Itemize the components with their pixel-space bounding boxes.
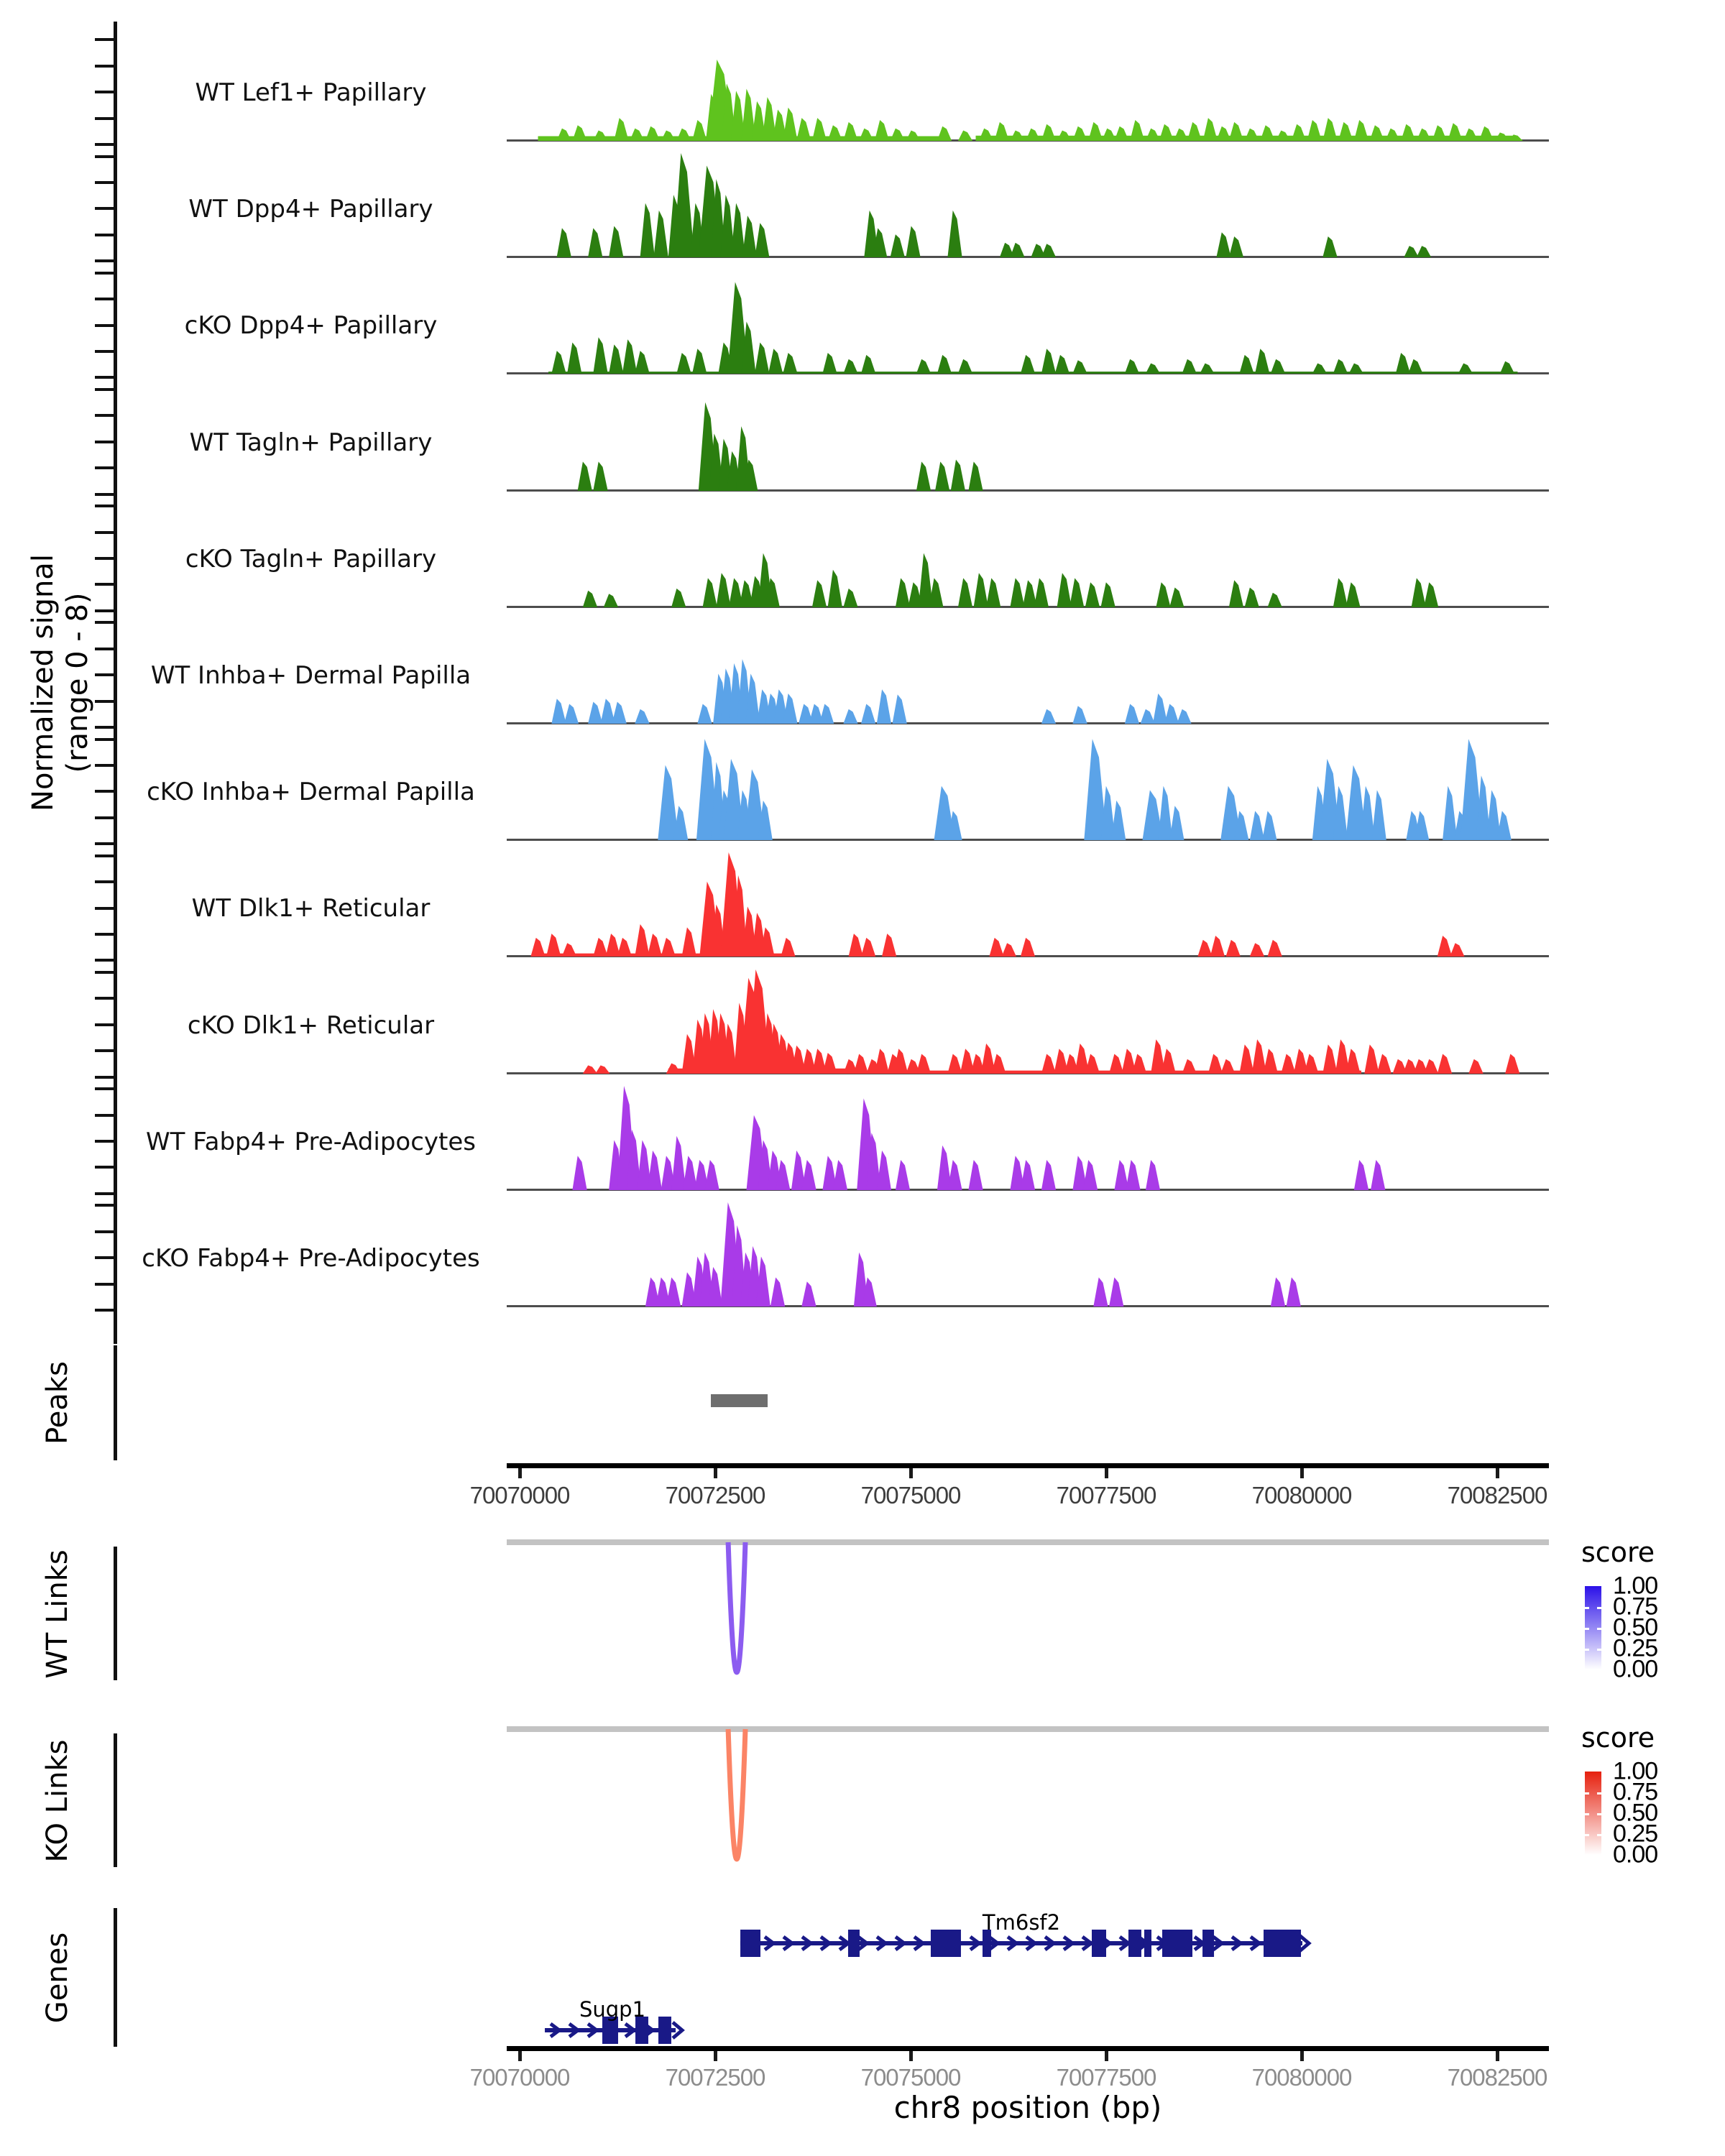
axis-tick-label: 70072500 <box>665 1482 765 1508</box>
axis-tick-label: 70072500 <box>665 2064 765 2091</box>
track-label-7: cKO Inhba+ Dermal Papilla <box>147 778 475 806</box>
axis-tick-label: 70070000 <box>469 2064 570 2091</box>
wt-links-axis-line <box>114 1547 117 1680</box>
peaks-axis-line <box>114 1345 117 1460</box>
track-label-1: WT Lef1+ Papillary <box>195 78 427 107</box>
coverage-track-wt-lef1 <box>507 34 1549 142</box>
ko-links-section-label: KO Links <box>41 1739 74 1863</box>
coverage-track-cko-inhba <box>507 734 1549 842</box>
coverage-track-wt-dpp4 <box>507 151 1549 259</box>
coverage-track-wt-dlk1 <box>507 850 1549 958</box>
axis-tick-label: 70077500 <box>1056 1482 1156 1508</box>
ko-score-legend-title: score <box>1581 1722 1655 1754</box>
gene-label-tm6sf2: Tm6sf2 <box>982 1910 1061 1935</box>
track-label-2: WT Dpp4+ Papillary <box>188 195 433 224</box>
genes-section-label: Genes <box>41 1932 74 2024</box>
wt-score-gradient-bar <box>1585 1586 1601 1669</box>
x-axis-title: chr8 position (bp) <box>893 2090 1162 2125</box>
axis-tick-label: 70075000 <box>860 2064 961 2091</box>
ko-legend-tick-050: 0.50 <box>1613 1799 1658 1827</box>
axis-tick-label: 70082500 <box>1447 1482 1547 1508</box>
wt-score-legend <box>1581 1537 1725 1683</box>
peaks-genome-axis-bar <box>507 1463 1549 1468</box>
wt-link-arc <box>507 1541 1549 1681</box>
ko-legend-tick-000: 0.00 <box>1613 1841 1658 1869</box>
ko-links-axis-line <box>114 1733 117 1867</box>
coverage-track-wt-tagln <box>507 384 1549 492</box>
y-axis-label-line1: Normalized signal <box>27 554 60 811</box>
track-label-8: WT Dlk1+ Reticular <box>191 894 431 923</box>
genes-axis-line <box>114 1908 117 2047</box>
ko-link-arc <box>507 1728 1549 1868</box>
axis-tick-label: 70075000 <box>860 1482 961 1508</box>
y-axis-label <box>26 554 95 811</box>
track-label-9: cKO Dlk1+ Reticular <box>187 1011 435 1040</box>
wt-score-legend-title: score <box>1581 1537 1655 1568</box>
ko-score-legend <box>1581 1722 1725 1869</box>
coverage-track-cko-dlk1 <box>507 967 1549 1075</box>
track-label-6: WT Inhba+ Dermal Papilla <box>150 661 472 690</box>
coverage-track-cko-fabp4 <box>507 1200 1549 1308</box>
ko-legend-tick-100: 1.00 <box>1613 1757 1658 1785</box>
axis-tick-label: 70080000 <box>1251 2064 1352 2091</box>
track-label-5: cKO Tagln+ Papillary <box>185 545 437 573</box>
wt-links-section-label: WT Links <box>41 1549 74 1679</box>
track-label-3: cKO Dpp4+ Papillary <box>184 311 438 340</box>
wt-legend-tick-025: 0.25 <box>1613 1634 1658 1662</box>
wt-legend-tick-050: 0.50 <box>1613 1613 1658 1641</box>
axis-tick-label: 70080000 <box>1251 1482 1352 1508</box>
ko-legend-tick-025: 0.25 <box>1613 1820 1658 1848</box>
coverage-track-cko-tagln <box>507 501 1549 609</box>
wt-legend-tick-100: 1.00 <box>1613 1572 1658 1600</box>
axis-tick-label: 70070000 <box>469 1482 570 1508</box>
coverage-track-cko-dpp4 <box>507 267 1549 375</box>
coverage-track-wt-inhba <box>507 617 1549 725</box>
ko-legend-tick-075: 0.75 <box>1613 1778 1658 1806</box>
axis-tick-label: 70082500 <box>1447 2064 1547 2091</box>
bottom-genome-axis-bar <box>507 2046 1549 2051</box>
track-label-10: WT Fabp4+ Pre-Adipocytes <box>146 1128 476 1156</box>
coverage-track-wt-fabp4 <box>507 1084 1549 1192</box>
ko-score-gradient-bar <box>1585 1772 1601 1855</box>
wt-legend-tick-075: 0.75 <box>1613 1593 1658 1621</box>
y-axis-label-line2: (range 0 - 8) <box>61 592 94 773</box>
track-label-11: cKO Fabp4+ Pre-Adipocytes <box>142 1244 480 1273</box>
gene-label-sugp1: Sugp1 <box>579 1997 646 2022</box>
wt-legend-tick-000: 0.00 <box>1613 1655 1658 1683</box>
axis-tick-label: 70077500 <box>1056 2064 1156 2091</box>
track-label-4: WT Tagln+ Papillary <box>189 428 433 457</box>
peaks-section-label: Peaks <box>41 1361 74 1445</box>
